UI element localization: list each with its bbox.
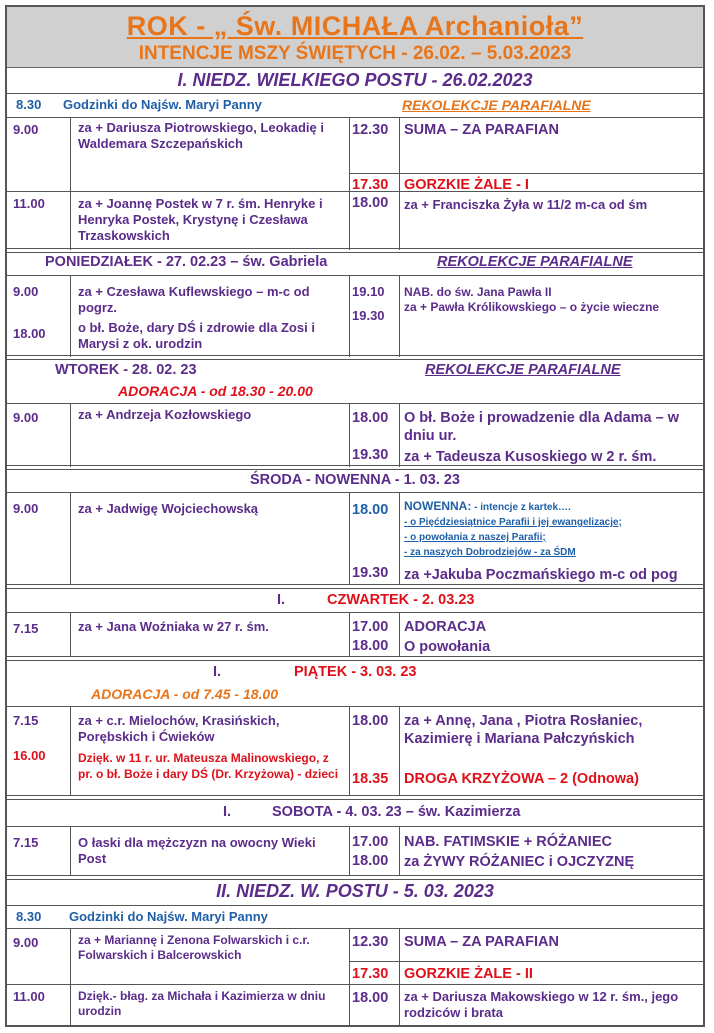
sunday1-r2-time2: 17.30 <box>352 177 389 193</box>
sunday1-r3-text: za + Joannę Postek w 7 r. śm. Henryke i Henryka Postek, Krystynę i Czesława Trzaskowskich <box>78 196 323 243</box>
column-divider <box>399 612 400 657</box>
sunday2-r1-time2: 12.30 <box>352 934 389 950</box>
sunday1-r1-text: za + Dariusza Piotrowskiego, Leokadię i Waldemara Szczepańskich <box>78 120 324 151</box>
sunday1-rekolekcje: REKOLEKCJE PARAFIALNE <box>402 97 591 113</box>
column-divider <box>70 612 71 657</box>
wednesday-nowenna-sub: - intencje z kartek…. <box>471 502 571 513</box>
wednesday-nowenna-1: - o Pięćdziesiątnice Parafii i jej ewangelizacje; <box>404 517 622 528</box>
sunday2-heading: II. NIEDZ. W. POSTU - 5. 03. 2023 <box>216 881 494 901</box>
monday-time-a: 9.00 <box>13 284 39 299</box>
tuesday-heading: WTOREK - 28. 02. 23 <box>55 362 197 378</box>
divider <box>7 492 703 493</box>
saturday-text-b: NAB. FATIMSKIE + RÓŻANIEC <box>404 834 612 850</box>
column-divider <box>349 275 350 357</box>
monday-text-c: NAB. do św. Jana Pawła II <box>404 285 552 299</box>
divider <box>7 275 703 276</box>
thursday-heading: CZWARTEK - 2. 03.23 <box>327 592 475 608</box>
divider <box>7 984 703 985</box>
friday-adoracja: ADORACJA - od 7.45 - 18.00 <box>91 686 278 702</box>
column-divider <box>70 403 71 467</box>
column-divider <box>70 275 71 357</box>
column-divider <box>399 492 400 585</box>
divider <box>349 173 705 174</box>
wednesday-text-c: za +Jakuba Poczmańskiego m-c od pog <box>404 567 678 583</box>
wednesday-nowenna-title: NOWENNA: <box>404 499 472 513</box>
tuesday-time-a: 9.00 <box>13 410 39 425</box>
column-divider <box>399 706 400 796</box>
friday-heading: PIĄTEK - 3. 03. 23 <box>294 664 417 680</box>
friday-text-c: za + Annę, Jana , Piotra Rosłaniec, Kazimierę i Mariana Pałczyńskich <box>404 713 643 747</box>
friday-heading-num: I. <box>213 664 222 680</box>
monday-rekolekcje: REKOLEKCJE PARAFIALNE <box>437 254 633 270</box>
sunday2-godzinki-text: Godzinki do Najśw. Maryi Panny <box>69 909 268 924</box>
sunday1-godzinki-time: 8.30 <box>16 97 42 112</box>
divider <box>7 826 703 827</box>
divider <box>7 117 703 118</box>
saturday-heading-num: I. <box>223 804 232 820</box>
column-divider <box>70 117 71 250</box>
tuesday-time-b: 18.00 <box>352 410 389 426</box>
saturday-text-a: O łaski dla mężczyzn na owocny Wieki Post <box>78 835 316 866</box>
page-title: ROK - „ Św. MICHAŁA Archanioła” <box>126 11 584 41</box>
column-divider <box>399 928 400 1027</box>
page-subtitle: INTENCJE MSZY ŚWIĘTYCH - 26.02. – 5.03.2023 <box>138 43 572 64</box>
sunday1-r1-time: 9.00 <box>13 122 39 137</box>
column-divider <box>70 928 71 1027</box>
friday-text-a: za + c.r. Mielochów, Krasińskich, Porębskich i Ćwieków <box>78 713 280 744</box>
column-divider <box>349 706 350 796</box>
divider <box>7 584 703 589</box>
column-divider <box>399 403 400 467</box>
column-divider <box>349 928 350 1027</box>
sunday1-r3-time2: 18.00 <box>352 195 389 211</box>
column-divider <box>399 117 400 250</box>
monday-text-d: za + Pawła Królikowskiego – o życie wieczne <box>404 300 660 314</box>
friday-text-d: DROGA KRZYŻOWA – 2 (Odnowa) <box>404 771 639 787</box>
friday-time-c: 18.00 <box>352 713 389 729</box>
wednesday-time-b: 18.00 <box>352 502 389 518</box>
thursday-time-c: 18.00 <box>352 638 389 654</box>
monday-time-b: 18.00 <box>13 326 46 341</box>
divider <box>7 795 703 800</box>
saturday-text-c: za ŻYWY RÓŻANIEC i OJCZYZNĘ <box>404 854 635 870</box>
divider <box>7 355 703 360</box>
tuesday-text-a: za + Andrzeja Kozłowskiego <box>78 407 252 422</box>
tuesday-time-c: 19.30 <box>352 447 389 463</box>
sunday2-r3-time2: 18.00 <box>352 990 389 1006</box>
wednesday-text-a: za + Jadwigę Wojciechowską <box>78 501 259 516</box>
wednesday-nowenna-2: - o powołania z naszej Parafii; <box>404 532 546 543</box>
sunday1-r1-text2: SUMA – ZA PARAFIAN <box>404 122 559 138</box>
sunday2-r1-time: 9.00 <box>13 935 39 950</box>
sunday1-heading: I. NIEDZ. WIELKIEGO POSTU - 26.02.2023 <box>177 70 533 90</box>
tuesday-rekolekcje: REKOLEKCJE PARAFIALNE <box>425 362 621 378</box>
column-divider <box>399 826 400 876</box>
title-band <box>7 7 703 68</box>
sunday2-r1-text2: SUMA – ZA PARAFIAN <box>404 934 559 950</box>
tuesday-adoracja: ADORACJA - od 18.30 - 20.00 <box>118 383 313 399</box>
tuesday-text-b: O bł. Boże i prowadzenie dla Adama – w dniu ur. <box>404 410 680 444</box>
column-divider <box>349 826 350 876</box>
thursday-time-a: 7.15 <box>13 621 39 636</box>
wednesday-nowenna-3: - za naszych Dobrodziejów - za ŚDM <box>404 547 576 558</box>
saturday-heading: SOBOTA - 4. 03. 23 – św. Kazimierza <box>272 804 521 820</box>
friday-text-b: Dzięk. w 11 r. ur. Mateusza Malinowskiego, z pr. o bł. Boże i dary DŚ (Dr. Krzyżowa) - dzieci <box>78 751 339 781</box>
divider <box>7 928 703 929</box>
divider <box>7 612 703 613</box>
sunday2-r3-text: Dzięk.- błag. za Michała i Kazimierza w dniu urodzin <box>78 989 326 1018</box>
sunday1-godzinki-text: Godzinki do Najśw. Maryi Panny <box>63 97 262 112</box>
saturday-time-b: 17.00 <box>352 834 389 850</box>
sunday1-r3-time: 11.00 <box>13 196 45 211</box>
sunday2-r2-time2: 17.30 <box>352 966 389 982</box>
friday-time-b: 16.00 <box>13 748 46 763</box>
divider <box>7 403 703 404</box>
thursday-text-c: O powołania <box>404 639 491 655</box>
column-divider <box>70 826 71 876</box>
monday-text-b: o bł. Boże, dary DŚ i zdrowie dla Zosi i Marysi z ok. urodzin <box>78 320 315 351</box>
saturday-time-c: 18.00 <box>352 853 389 869</box>
divider <box>7 465 703 470</box>
column-divider <box>70 492 71 585</box>
column-divider <box>349 403 350 467</box>
schedule-sheet <box>5 5 705 1027</box>
sunday2-godzinki-time: 8.30 <box>16 909 42 924</box>
monday-time-d: 19.30 <box>352 308 385 323</box>
column-divider <box>70 706 71 796</box>
column-divider <box>349 492 350 585</box>
monday-text-a: za + Czesława Kuflewskiego – m-c od pogrz. <box>78 284 310 315</box>
monday-heading: PONIEDZIAŁEK - 27. 02.23 – św. Gabriela <box>45 254 328 270</box>
column-divider <box>349 117 350 250</box>
thursday-heading-num: I. <box>277 592 286 608</box>
divider <box>7 93 703 94</box>
sunday1-r3-text2: za + Franciszka Żyła w 11/2 m-ca od śm <box>404 197 648 212</box>
friday-time-d: 18.35 <box>352 771 389 787</box>
divider <box>349 961 705 962</box>
sunday1-r1-time2: 12.30 <box>352 122 389 138</box>
tuesday-text-c: za + Tadeusza Kusoskiego w 2 r. śm. <box>404 449 657 465</box>
thursday-text-a: za + Jana Woźniaka w 27 r. śm. <box>78 619 269 634</box>
wednesday-time-c: 19.30 <box>352 565 389 581</box>
divider <box>7 905 703 906</box>
sunday2-r2-text2: GORZKIE ŻALE - II <box>404 966 533 982</box>
divider <box>7 706 703 707</box>
divider <box>7 656 703 661</box>
sunday1-r2-text2: GORZKIE ŻALE - I <box>404 177 529 193</box>
divider <box>7 191 703 192</box>
friday-time-a: 7.15 <box>13 713 39 728</box>
column-divider <box>349 612 350 657</box>
sunday2-r3-text2: za + Dariusza Makowskiego w 12 r. śm., jego rodziców i brata <box>404 989 679 1020</box>
thursday-time-b: 17.00 <box>352 619 389 635</box>
wednesday-heading: ŚRODA - NOWENNA - 1. 03. 23 <box>249 472 461 488</box>
sunday2-r1-text: za + Mariannę i Zenona Folwarskich i c.r. Folwarskich i Balcerowskich <box>78 933 310 962</box>
wednesday-time-a: 9.00 <box>13 501 39 516</box>
thursday-text-b: ADORACJA <box>404 619 487 635</box>
divider <box>7 875 703 880</box>
sunday2-r3-time: 11.00 <box>13 989 45 1004</box>
saturday-time-a: 7.15 <box>13 835 39 850</box>
column-divider <box>399 275 400 357</box>
monday-time-c: 19.10 <box>352 284 385 299</box>
